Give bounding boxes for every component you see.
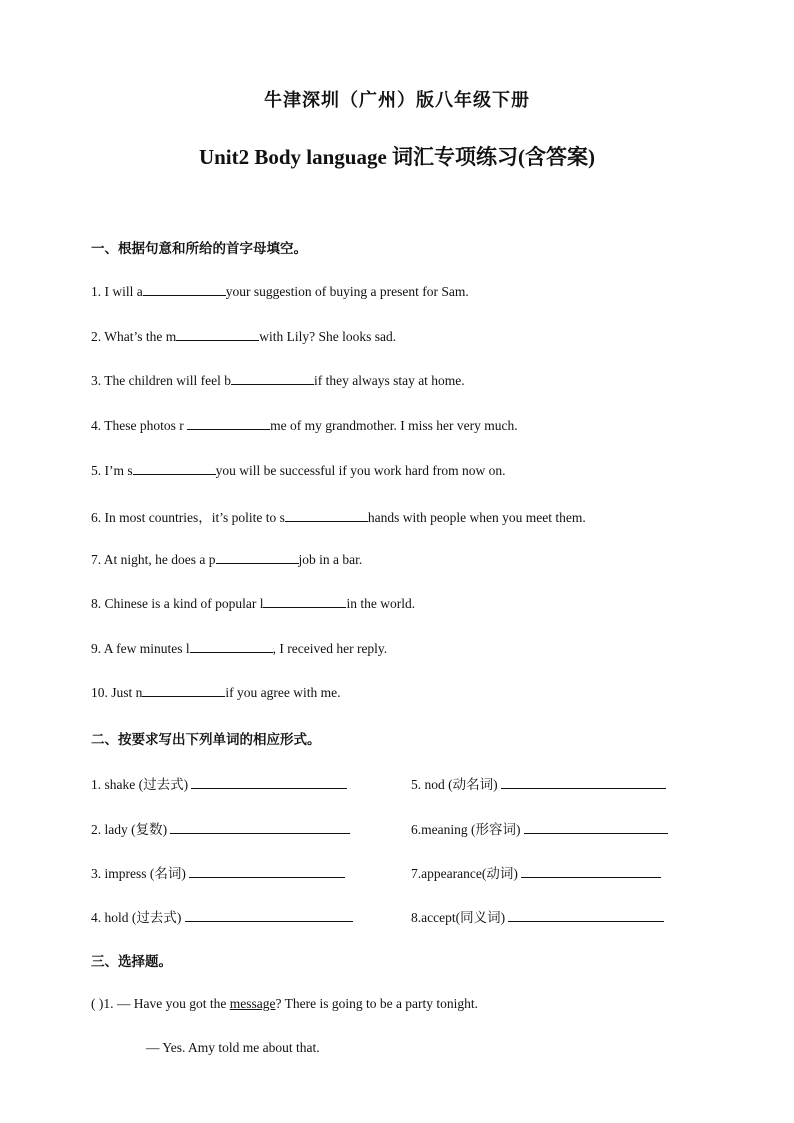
word-form-prompt: 3. impress (名词) xyxy=(91,866,190,881)
question-item xyxy=(91,462,505,479)
word-form-prompt: 4. hold (过去式) xyxy=(91,910,185,925)
answer-blank[interactable] xyxy=(263,595,346,608)
word-form-item xyxy=(411,773,666,793)
choice-question xyxy=(91,996,478,1012)
question-text: if they always stay at home. xyxy=(313,373,465,388)
question-text: with Lily? She looks sad. xyxy=(259,329,397,344)
question-text: 8. Chinese is a kind of popular l xyxy=(91,596,264,611)
question-item xyxy=(91,551,362,568)
word-form-item xyxy=(411,906,664,926)
answer-blank[interactable] xyxy=(524,821,668,834)
question-item xyxy=(91,328,396,345)
section-heading-fill-blanks: 一、根据句意和所给的首字母填空。 xyxy=(91,241,307,257)
answer-blank[interactable] xyxy=(521,865,661,878)
word-form-item xyxy=(411,862,661,882)
question-text: ? There is going to be a party tonight. xyxy=(275,996,479,1011)
answer-blank[interactable] xyxy=(508,909,664,922)
answer-blank[interactable] xyxy=(133,462,216,475)
word-form-prompt: 8.accept(同义词) xyxy=(411,910,509,925)
word-form-prompt: 1. shake (过去式) xyxy=(91,777,192,792)
question-text: your suggestion of buying a present for Sam. xyxy=(225,284,469,299)
answer-blank[interactable] xyxy=(176,328,259,341)
question-text: , I received her reply. xyxy=(272,641,388,656)
question-text: 9. A few minutes l xyxy=(91,641,190,656)
question-item xyxy=(91,283,469,300)
document-subtitle: Unit2 Body language 词汇专项练习(含答案) xyxy=(198,145,596,169)
word-form-prompt: 6.meaning (形容词) xyxy=(411,822,524,837)
question-text: in the world. xyxy=(346,596,416,611)
word-form-prompt: 2. lady (复数) xyxy=(91,822,171,837)
question-item xyxy=(91,506,586,526)
question-text: 1. — Have you got the xyxy=(103,996,230,1011)
question-item xyxy=(91,417,518,434)
answer-blank[interactable] xyxy=(187,417,270,430)
answer-blank[interactable] xyxy=(190,640,273,653)
section-heading-word-forms: 二、按要求写出下列单词的相应形式。 xyxy=(91,732,321,748)
question-text: if you agree with me. xyxy=(225,685,341,700)
dialogue-reply: — Yes. Amy told me about that. xyxy=(146,1040,320,1055)
answer-blank[interactable] xyxy=(216,551,299,564)
question-text: 6. In most countries，it’s polite to s xyxy=(91,510,285,525)
question-text: 5. I’m s xyxy=(91,463,133,478)
question-text: hands with people when you meet them. xyxy=(367,510,586,525)
question-text: 1. I will a xyxy=(91,284,143,299)
answer-blank[interactable] xyxy=(191,776,347,789)
question-text: you will be successful if you work hard from now on. xyxy=(215,463,506,478)
answer-parenthesis[interactable]: ( ) xyxy=(91,996,104,1011)
question-item xyxy=(91,595,415,612)
answer-blank[interactable] xyxy=(142,684,225,697)
answer-blank[interactable] xyxy=(143,283,226,296)
word-form-item xyxy=(91,906,353,926)
section-heading-multiple-choice: 三、选择题。 xyxy=(91,954,172,970)
answer-blank[interactable] xyxy=(185,909,353,922)
question-item xyxy=(91,684,340,701)
answer-blank[interactable] xyxy=(231,372,314,385)
word-form-item xyxy=(91,862,345,882)
word-form-item xyxy=(91,773,347,793)
word-form-prompt: 5. nod (动名词) xyxy=(411,777,501,792)
word-form-item xyxy=(91,818,350,838)
underlined-word: message xyxy=(229,996,276,1011)
answer-blank[interactable] xyxy=(285,509,368,522)
answer-blank[interactable] xyxy=(501,776,666,789)
question-text: 4. These photos r xyxy=(91,418,188,433)
word-form-item xyxy=(411,818,668,838)
question-text: job in a bar. xyxy=(298,552,363,567)
question-item xyxy=(91,372,465,389)
document-title: 牛津深圳（广州）版八年级下册 xyxy=(264,90,530,111)
answer-blank[interactable] xyxy=(170,821,350,834)
question-text: 7. At night, he does a p xyxy=(91,552,216,567)
question-text: 2. What’s the m xyxy=(91,329,177,344)
question-text: 3. The children will feel b xyxy=(91,373,231,388)
question-item xyxy=(91,640,387,657)
question-text: me of my grandmother. I miss her very much. xyxy=(270,418,518,433)
answer-blank[interactable] xyxy=(189,865,345,878)
word-form-prompt: 7.appearance(动词) xyxy=(411,866,522,881)
question-text: 10. Just n xyxy=(91,685,143,700)
